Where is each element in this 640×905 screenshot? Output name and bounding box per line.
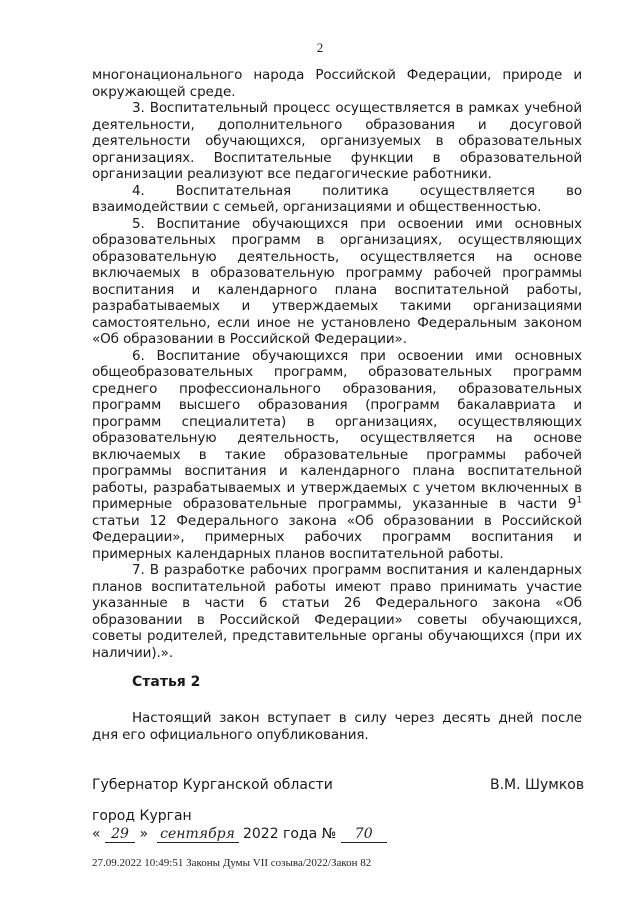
paragraph-5: 5. Воспитание обучающихся при освоении ими основных образовательных программ в организациях, осуществляющих образовательную деятельность, осуществляется на основе включаемых в образовательную программу рабочей программы воспитания и календарного плана воспитательной работы, разрабатываемых и утверждаемых такими организациями самостоятельно, если иное не установлено Федеральным законом «Об образовании в Российской Федерации». <box>92 215 582 347</box>
law-body <box>92 67 582 661</box>
article-heading: Статья 2 <box>132 674 201 690</box>
document-footer: 27.09.2022 10:49:51 Законы Думы VII созыва/2022/Закон 82 <box>92 857 372 869</box>
paragraph-6-text-b: статьи 12 Федерального закона «Об образовании в Российской Федерации», примерных рабочих программ воспитания и примерных календарных планов воспитательной работы. <box>92 512 582 562</box>
paragraph-6 <box>92 348 582 563</box>
date-line <box>92 826 387 843</box>
date-month-handwritten: сентября <box>157 826 239 843</box>
page-number: 2 <box>316 40 324 55</box>
signatory-name: В.М. Шумков <box>490 777 585 793</box>
article-2-body <box>92 710 582 743</box>
paragraph-6-text-a: 6. Воспитание обучающихся при освоении ими основных общеобразовательных программ, образовательных программ среднего профессионального образования, образовательных программ высшего образования (программ бакалавриата и программ специалитета) в организациях, осуществляющих образовательную деятельность, осуществляется на основе включаемых в такие образовательные программы рабочей программы воспитания и календарного плана воспитательной работы, разрабатываемых и утверждаемых с учетом включенных в примерные образовательные программы, указанные в части 9 <box>92 347 582 512</box>
paragraph-continuation: многонационального народа Российской Федерации, природе и окружающей среде. <box>92 67 582 100</box>
date-day-handwritten: 29 <box>105 826 135 843</box>
date-year-text: 2022 года № <box>242 826 337 842</box>
law-number-handwritten: 70 <box>341 826 387 843</box>
signatory-position: Губернатор Курганской области <box>92 777 333 793</box>
article-2-text: Настоящий закон вступает в силу через десять дней после дня его официального опубликования. <box>92 710 582 743</box>
date-close-quote: » <box>139 826 149 842</box>
paragraph-3: 3. Воспитательный процесс осуществляется в рамках учебной деятельности, дополнительного образования и досуговой деятельности обучающихся, организуемых в образовательных организациях. Воспитательные функции в образовательной организации реализуют все педагогические работники. <box>92 100 582 182</box>
date-open-quote: « <box>92 826 101 842</box>
paragraph-7: 7. В разработке рабочих программ воспитания и календарных планов воспитательной работы имеют право принимать участие указанные в части 6 статьи 26 Федерального закона «Об образовании в Российской Федерации» советы обучающихся, советы родителей, представительные органы обучающихся (при их наличии).». <box>92 562 582 661</box>
city-line: город Курган <box>92 808 192 824</box>
paragraph-4: 4. Воспитательная политика осуществляется во взаимодействии с семьей, организациями и общественностью. <box>92 182 582 215</box>
superscript-mark: 1 <box>576 495 582 506</box>
